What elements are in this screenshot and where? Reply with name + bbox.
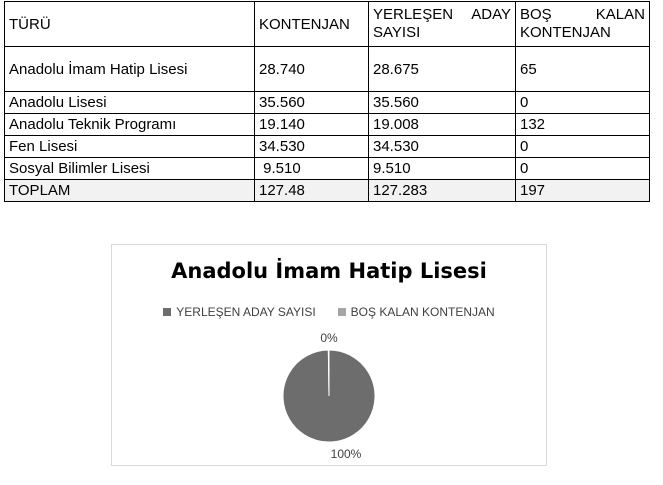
header-quota: KONTENJAN [255, 2, 369, 47]
cell-type: Anadolu Lisesi [5, 92, 255, 114]
pie-chart [111, 244, 547, 466]
header-type: TÜRÜ [5, 2, 255, 47]
cell-type: Sosyal Bilimler Lisesi [5, 158, 255, 180]
cell-quota: 19.140 [255, 114, 369, 136]
cell-remaining: 65 [516, 47, 650, 92]
cell-placed: 9.510 [369, 158, 516, 180]
cell-placed: 34.530 [369, 136, 516, 158]
table-row [5, 114, 650, 136]
cell-remaining: 0 [516, 136, 650, 158]
pie-label-placed: 100% [330, 447, 362, 461]
table-row [5, 47, 650, 92]
cell-quota: 35.560 [255, 92, 369, 114]
header-placed: YERLEŞEN ADAY SAYISI [369, 2, 516, 47]
legend-label-placed: YERLEŞEN ADAY SAYISI [176, 305, 316, 319]
table-row [5, 158, 650, 180]
cell-type: Anadolu Teknik Programı [5, 114, 255, 136]
legend-label-remaining: BOŞ KALAN KONTENJAN [350, 305, 495, 319]
header-remaining: BOŞ KALAN KONTENJAN [516, 2, 650, 47]
cell-placed: 127.283 [369, 180, 516, 202]
table-header-row [5, 2, 650, 47]
cell-quota: 34.530 [255, 136, 369, 158]
table-total-row [5, 180, 650, 202]
cell-quota: 9.510 [255, 158, 369, 180]
cell-remaining: 197 [516, 180, 650, 202]
cell-type: Fen Lisesi [5, 136, 255, 158]
pie-plot [112, 245, 546, 465]
cell-remaining: 0 [516, 158, 650, 180]
cell-remaining: 132 [516, 114, 650, 136]
cell-quota: 127.48 [255, 180, 369, 202]
cell-quota: 28.740 [255, 47, 369, 92]
quota-table [4, 1, 650, 202]
cell-placed: 19.008 [369, 114, 516, 136]
cell-type: TOPLAM [5, 180, 255, 202]
chart-title: Anadolu İmam Hatip Lisesi [171, 259, 487, 283]
pie-label-remaining: 0% [320, 331, 338, 345]
table-row [5, 92, 650, 114]
cell-remaining: 0 [516, 92, 650, 114]
table-row [5, 136, 650, 158]
cell-type: Anadolu İmam Hatip Lisesi [5, 47, 255, 92]
cell-placed: 28.675 [369, 47, 516, 92]
pie-slice-remaining [328, 350, 329, 396]
cell-placed: 35.560 [369, 92, 516, 114]
